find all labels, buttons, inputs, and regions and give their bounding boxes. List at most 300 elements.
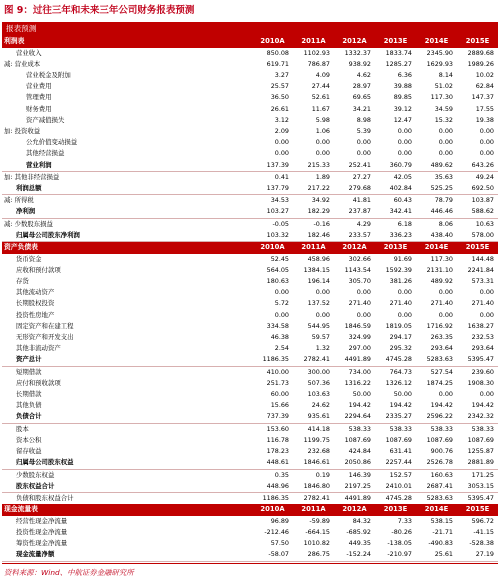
row-label: 营业利润 [2,160,252,172]
cell-value: 69.65 [352,93,371,102]
year-header: 2015E [457,504,498,516]
row-label: 归属母公司股东净利润 [2,230,252,242]
cell-value: 78.79 [434,196,453,205]
table-row [2,389,498,400]
cell-value: -59.89 [309,516,330,525]
cell-value: 217.22 [293,183,334,195]
table-row [2,92,498,103]
cell-value: 0.00 [356,310,371,319]
cell-value: 152.57 [389,470,412,479]
table-row [2,183,498,195]
cell-value: 538.33 [348,424,371,433]
cell-value: 538.33 [430,424,453,433]
cell-value: 1629.93 [426,59,453,68]
table-row [2,332,498,343]
cell-value: 5.72 [274,299,289,308]
year-header: 2012A [334,36,375,48]
cell-value: 196.14 [307,277,330,286]
year-header: 2013E [375,242,416,254]
cell-value: 4.09 [315,71,330,79]
cell-value: 2241.84 [467,265,494,274]
cell-value: 1087.69 [426,435,453,444]
table-row [2,343,498,354]
row-label: 留存收益 [16,447,42,456]
cell-value: 6.36 [397,71,412,79]
cell-value: 17.55 [475,104,494,113]
cell-value: -664.15 [305,527,330,536]
cell-value: 27.27 [352,172,371,181]
cell-value: 293.64 [471,344,494,353]
cell-value: 293.64 [430,344,453,353]
cell-value: 7.33 [397,516,412,525]
row-label: 长期股权投资 [16,299,55,308]
table-row [2,492,498,504]
row-label: 减: 少数股东损益 [4,219,53,228]
year-header: 2014E [416,504,457,516]
cell-value: 1285.27 [385,59,412,68]
row-label: 加: 投资收益 [4,127,41,136]
financial-table [2,36,498,562]
cell-value: 1716.92 [426,321,453,330]
cell-value: 34.92 [311,196,330,205]
cell-value: 448.96 [252,481,293,493]
cell-value: 424.84 [348,447,371,456]
cell-value: 643.26 [457,160,498,172]
cell-value: 2131.10 [426,265,453,274]
cell-value: 52.61 [311,93,330,102]
cell-value: 2335.27 [375,411,416,423]
table-row [2,254,498,265]
cell-value: 1.89 [315,172,330,181]
cell-value: 2881.89 [457,457,498,469]
table-row [2,378,498,389]
cell-value: 215.33 [293,160,334,172]
cell-value: 62.84 [475,82,494,91]
table-row [2,366,498,378]
cell-value: 764.73 [389,367,412,376]
year-header: 2015E [457,242,498,254]
cell-value: 59.57 [311,333,330,342]
cell-value: 360.79 [375,160,416,172]
table-row [2,516,498,527]
year-header: 2011A [293,242,334,254]
cell-value: 0.00 [438,310,453,319]
cell-value: -41.15 [473,527,494,536]
row-label: 其他经营损益 [26,149,65,158]
cell-value: 26.61 [270,104,289,113]
cell-value: 489.92 [430,277,453,286]
cell-value: 4.62 [356,71,371,79]
cell-value: 0.00 [438,149,453,158]
cell-value: 2257.44 [375,457,416,469]
cell-value: 2.54 [274,344,289,353]
row-label: 其他流动资产 [16,288,55,297]
cell-value: 1638.27 [467,321,494,330]
cell-value: 60.43 [393,196,412,205]
cell-value: 41.81 [352,196,371,205]
row-label: 减: 营业成本 [4,59,41,68]
cell-value: 137.79 [252,183,293,195]
cell-value: -212.46 [264,527,289,536]
table-row [2,527,498,538]
cell-value: -138.05 [387,539,412,548]
row-label: 其他非流动资产 [16,344,61,353]
cell-value: 160.63 [430,470,453,479]
cell-value: 144.48 [471,254,494,263]
cell-value: 538.33 [389,424,412,433]
cell-value: 2889.68 [467,48,494,57]
cell-value: 2782.41 [303,493,330,502]
cell-value: 0.00 [479,390,494,399]
cell-value: 302.66 [348,254,371,263]
cell-value: 1186.35 [252,354,293,366]
year-header: 2011A [293,36,334,48]
cell-value: 1846.80 [293,481,334,493]
cell-value: 194.42 [471,401,494,410]
cell-value: 237.87 [334,206,375,218]
cell-value: 578.00 [457,230,498,242]
cell-value: 103.32 [252,230,293,242]
table-row [2,310,498,321]
cell-value: -685.92 [346,527,371,536]
cell-value: 1186.35 [262,493,289,502]
cell-value: 182.29 [293,206,334,218]
cell-value: 0.00 [479,288,494,297]
cell-value: 1874.25 [426,378,453,387]
cell-value: 4745.28 [375,354,416,366]
cell-value: 0.00 [479,127,494,136]
cell-value: 573.31 [471,277,494,286]
table-row [2,538,498,549]
cell-value: 117.30 [430,254,453,263]
cell-value: 46.38 [270,333,289,342]
section-header-label: 现金流量表 [2,504,252,516]
cell-value: 194.42 [348,401,371,410]
row-label: 短期借款 [16,367,42,376]
cell-value: 1199.75 [303,435,330,444]
cell-value: 137.52 [307,299,330,308]
cell-value: 544.95 [307,321,330,330]
cell-value: 538.15 [430,516,453,525]
cell-value: 446.46 [416,206,457,218]
cell-value: 1846.61 [293,457,334,469]
cell-value: 527.54 [430,367,453,376]
cell-value: 19.38 [475,115,494,124]
cell-value: 4491.89 [334,354,375,366]
cell-value: 631.41 [389,447,412,456]
table-row [2,104,498,115]
cell-value: 1143.54 [344,265,371,274]
row-label: 财务费用 [26,104,52,113]
cell-value: 5283.63 [416,354,457,366]
cell-value: 1087.69 [385,435,412,444]
year-header: 2010A [252,504,293,516]
table-row [2,276,498,287]
row-label: 资本公积 [16,435,42,444]
cell-value: 271.40 [348,299,371,308]
cell-value: 1908.30 [467,378,494,387]
cell-value: 2526.78 [416,457,457,469]
row-label: 公允价值变动损益 [26,138,78,147]
cell-value: 0.00 [438,138,453,147]
cell-value: 0.00 [315,288,330,297]
year-header: 2015E [457,36,498,48]
table-row [2,423,498,435]
row-label: 股东权益合计 [2,481,252,493]
cell-value: 0.00 [356,288,371,297]
cell-value: 1087.69 [344,435,371,444]
row-label: 存货 [16,277,29,286]
table-row [2,206,498,218]
cell-value: 171.25 [471,470,494,479]
section-header-label: 利润表 [2,36,252,48]
cell-value: 1255.87 [467,447,494,456]
cell-value: 8.14 [438,71,453,79]
cell-value: 8.98 [356,115,371,124]
cell-value: 0.41 [274,172,289,181]
cell-value: 0.00 [397,288,412,297]
table-row [2,354,498,366]
cell-value: 34.21 [352,104,371,113]
cell-value: 57.50 [270,539,289,548]
cell-value: -490.83 [428,539,453,548]
cell-value: -152.24 [334,549,375,561]
cell-value: 0.00 [397,127,412,136]
table-row [2,70,498,81]
cell-value: 525.25 [416,183,457,195]
table-row [2,195,498,207]
cell-value: 116.78 [266,435,289,444]
year-header: 2010A [252,36,293,48]
cell-value: 103.87 [471,196,494,205]
cell-value: 52.45 [270,254,289,263]
cell-value: 2410.01 [375,481,416,493]
cell-value: 271.40 [471,299,494,308]
cell-value: 0.00 [274,288,289,297]
cell-value: 900.76 [430,447,453,456]
cell-value: 51.02 [434,82,453,91]
cell-value: 89.85 [393,93,412,102]
row-label: 长期借款 [16,390,42,399]
cell-value: 279.68 [334,183,375,195]
row-label: 营业费用 [26,82,52,91]
table-row [2,265,498,276]
cell-value: 0.00 [479,138,494,147]
cell-value: 0.00 [356,138,371,147]
cell-value: 0.00 [438,390,453,399]
row-label: 营业收入 [16,48,42,57]
row-label: 投资性现金净流量 [16,527,68,536]
cell-value: 27.44 [311,82,330,91]
cell-value: 1833.74 [385,48,412,57]
cell-value: 0.00 [438,288,453,297]
year-header: 2013E [375,36,416,48]
cell-value: 263.35 [430,333,453,342]
cell-value: 1.32 [315,344,330,353]
cell-value: 507.36 [307,378,330,387]
row-label: 少数股东权益 [16,470,55,479]
cell-value: 147.37 [471,93,494,102]
cell-value: 2345.90 [426,48,453,57]
cell-value: 342.41 [375,206,416,218]
cell-value: 28.97 [352,82,371,91]
row-label: 股本 [16,424,29,433]
cell-value: 232.68 [307,447,330,456]
year-header: 2014E [416,242,457,254]
table-row [2,457,498,469]
table-row [2,81,498,92]
cell-value: 180.63 [266,277,289,286]
cell-value: -0.16 [313,219,330,228]
cell-value: 4.29 [356,219,371,228]
row-label: 管理费用 [26,93,52,102]
cell-value: 6.18 [397,219,412,228]
cell-value: -0.05 [272,219,289,228]
cell-value: -80.26 [391,527,412,536]
cell-value: 91.69 [393,254,412,263]
table-row [2,126,498,137]
cell-value: 0.00 [479,310,494,319]
cell-value: 1332.37 [344,48,371,57]
cell-value: 0.00 [397,310,412,319]
cell-value: 410.00 [266,367,289,376]
cell-value: 96.89 [270,516,289,525]
section-header-row [2,36,498,48]
cell-value: 182.46 [293,230,334,242]
cell-value: 449.35 [348,539,371,548]
row-label: 资产总计 [2,354,252,366]
row-label: 筹资性现金净流量 [16,539,68,548]
cell-value: 1819.05 [385,321,412,330]
cell-value: 2294.64 [334,411,375,423]
cell-value: 1384.15 [303,265,330,274]
table-row [2,469,498,481]
cell-value: 448.61 [252,457,293,469]
cell-value: 5395.47 [457,354,498,366]
cell-value: 5.98 [315,115,330,124]
cell-value: 137.39 [252,160,293,172]
cell-value: 564.05 [266,265,289,274]
cell-value: 60.00 [270,390,289,399]
cell-value: 5395.47 [467,493,494,502]
row-label: 利润总额 [2,183,252,195]
cell-value: 39.88 [393,82,412,91]
year-header: 2012A [334,242,375,254]
section-header-label: 资产负债表 [2,242,252,254]
cell-value: 297.00 [348,344,371,353]
row-label: 经营性现金净流量 [16,516,68,525]
cell-value: -528.38 [469,539,494,548]
row-label: 货币资金 [16,254,42,263]
cell-value: 34.53 [270,196,289,205]
table-row [2,411,498,423]
cell-value: 5.39 [356,127,371,136]
cell-value: 458.96 [307,254,330,263]
table-row [2,287,498,298]
cell-value: 381.26 [389,277,412,286]
cell-value: 194.42 [430,401,453,410]
cell-value: 0.00 [356,149,371,158]
cell-value: 2.09 [274,127,289,136]
cell-value: 2782.41 [293,354,334,366]
cell-value: 294.17 [389,333,412,342]
cell-value: 786.87 [307,59,330,68]
cell-value: 0.00 [397,138,412,147]
cell-value: 538.33 [471,424,494,433]
cell-value: 295.32 [389,344,412,353]
cell-value: 0.00 [274,310,289,319]
cell-value: 35.63 [434,172,453,181]
table-row [2,148,498,159]
table-row [2,137,498,148]
row-label: 归属母公司股东权益 [2,457,252,469]
cell-value: 402.84 [375,183,416,195]
cell-value: 438.40 [416,230,457,242]
cell-value: 692.50 [457,183,498,195]
row-label: 投资性房地产 [16,310,55,319]
cell-value: 588.62 [457,206,498,218]
table-row [2,321,498,332]
cell-value: 286.75 [293,549,334,561]
cell-value: 1010.82 [303,539,330,548]
cell-value: 24.62 [311,401,330,410]
cell-value: -58.07 [252,549,293,561]
cell-value: 305.70 [348,277,371,286]
cell-value: 1316.22 [344,378,371,387]
cell-value: 0.00 [315,138,330,147]
year-header: 2013E [375,504,416,516]
cell-value: 0.00 [274,149,289,158]
table-row [2,115,498,126]
financial-table-body [2,36,498,561]
row-label: 资产减值损失 [26,115,65,124]
cell-value: 596.72 [471,516,494,525]
cell-value: 239.60 [471,367,494,376]
table-row [2,435,498,446]
table-row [2,549,498,561]
row-label: 净利润 [2,206,252,218]
cell-value: 1846.59 [344,321,371,330]
cell-value: 737.39 [252,411,293,423]
cell-value: 146.39 [348,470,371,479]
cell-value: 194.42 [389,401,412,410]
cell-value: 2342.32 [457,411,498,423]
row-label: 固定资产和在建工程 [16,321,74,330]
cell-value: 1989.26 [467,59,494,68]
cell-value: 935.61 [293,411,334,423]
cell-value: 34.59 [434,104,453,113]
cell-value: 2197.25 [334,481,375,493]
cell-value: 414.18 [307,424,330,433]
cell-value: 271.40 [389,299,412,308]
row-label: 应付和预收款项 [16,378,61,387]
cell-value: -210.97 [375,549,416,561]
cell-value: 36.50 [270,93,289,102]
cell-value: 252.41 [334,160,375,172]
table-row [2,230,498,242]
row-label: 无形资产和开发支出 [16,333,74,342]
year-header: 2012A [334,504,375,516]
cell-value: 4491.89 [344,493,371,502]
cell-value: 300.00 [307,367,330,376]
cell-value: 25.61 [416,549,457,561]
cell-value: 336.23 [375,230,416,242]
cell-value: 103.63 [307,390,330,399]
cell-value: 0.35 [274,470,289,479]
cell-value: 27.19 [457,549,498,561]
table-row [2,160,498,172]
cell-value: 42.05 [393,172,412,181]
